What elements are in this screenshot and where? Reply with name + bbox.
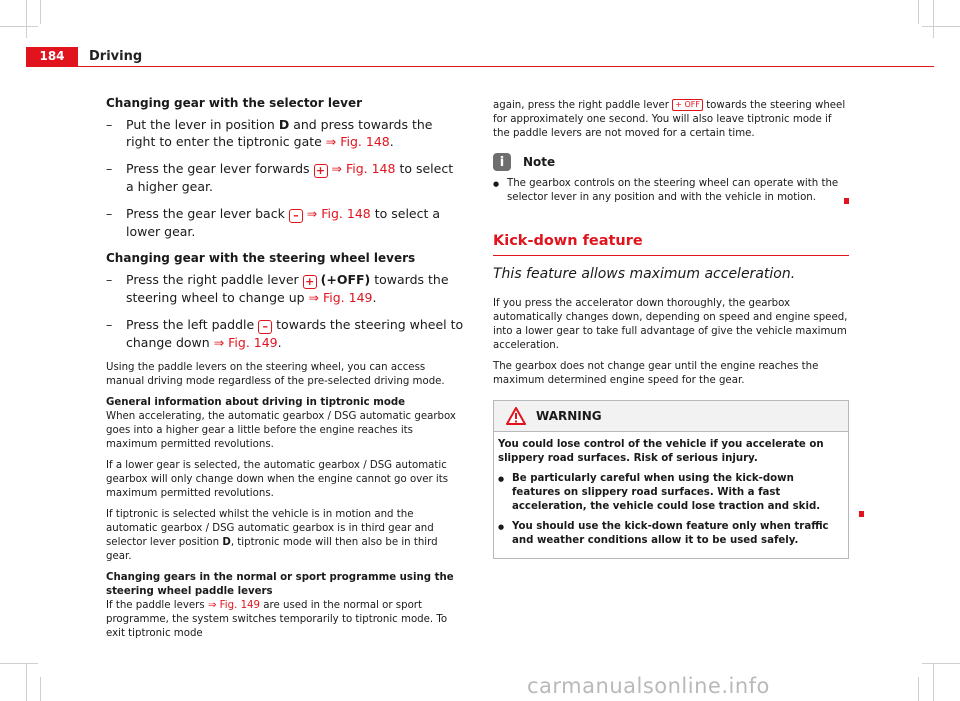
warning-header [494, 401, 848, 432]
crop-mark [26, 0, 27, 38]
lower-gear-paragraph: If a lower gear is selected, the automatic gearbox / DSG automatic gearbox will only change down when the engine cannot go over its maximum permitted revolutions. [106, 460, 449, 499]
wheel-heading: Changing gear with the steering wheel levers [106, 251, 416, 265]
crop-mark [918, 677, 919, 701]
normal-programme-label: Changing gears in the normal or sport programme using the steering wheel paddle levers [106, 572, 454, 597]
watermark: carmanualsonline.info [527, 674, 770, 698]
warning-title: WARNING [536, 409, 602, 423]
header-rule [26, 66, 934, 67]
section-end-icon [859, 511, 864, 517]
page-number: 184 [26, 47, 78, 66]
paddle-paragraph: Using the paddle levers on the steering wheel, you can access manual driving mode regardless of the pre-selected driving mode. [106, 362, 445, 387]
crop-mark [922, 26, 960, 27]
plus-icon: + [303, 275, 317, 289]
fig-ref-link[interactable]: ⇒ Fig. 148 [306, 206, 371, 221]
right-column [493, 99, 849, 559]
info-label: General information about driving in tiptronic mode [106, 397, 406, 408]
crop-mark [922, 663, 960, 664]
info-paragraph: When accelerating, the automatic gearbox / DSG automatic gearbox goes into a higher gear a little before the engine reaches its maximum permitted revolutions. [106, 411, 456, 450]
section-lead: This feature allows maximum acceleration. [493, 266, 796, 282]
selector-step-2: – Press the gear lever forwards + ⇒ Fig. 148 to select a higher gear. [106, 161, 454, 194]
normal-programme-paragraph: If the paddle levers ⇒ Fig. 149 are used in the normal or sport programme, the system switches temporarily to tiptronic mode. To exit tiptronic mode [106, 600, 448, 639]
note-item: ● The gearbox controls on the steering wheel can operate with the selector lever in any position and with the vehicle in motion. [493, 177, 849, 205]
crop-mark [933, 0, 934, 38]
section-title: Kick-down feature [493, 233, 643, 249]
bullet-icon: ● [498, 475, 505, 483]
warning-body [494, 432, 848, 558]
section-end-icon [844, 198, 849, 204]
step-dash: – [106, 272, 113, 287]
plus-icon: + [314, 164, 328, 178]
wheel-step-1: – Press the right paddle lever + (+OFF) towards the steering wheel to change up ⇒ Fig. 149. [106, 272, 449, 305]
warning-item: ● Be particularly careful when using the kick-down features on slippery road surfaces. With a fast acceleration, the vehicle could lose traction and skid. [498, 473, 821, 512]
crop-mark [40, 0, 41, 24]
chapter-title: Driving [89, 49, 143, 64]
warning-triangle-icon [506, 407, 526, 425]
left-column [106, 95, 464, 648]
crop-mark [0, 663, 38, 664]
continued-paragraph: again, press the right paddle lever + OFF towards the steering wheel for approximately one second. You will also leave tiptronic mode if the paddle levers are not moved for a certain time. [493, 100, 846, 139]
step-dash: – [106, 117, 113, 132]
fig-ref-link[interactable]: ⇒ Fig. 148 [331, 161, 396, 176]
warning-box [493, 400, 849, 559]
note-title: Note [523, 155, 556, 169]
fig-ref-link[interactable]: ⇒ Fig. 149 [207, 600, 261, 611]
crop-mark [933, 663, 934, 701]
section-rule [493, 255, 849, 256]
warning-item: ● You should use the kick-down feature only when traffic and weather conditions allow it to be used safely. [498, 521, 829, 546]
fig-ref-link[interactable]: ⇒ Fig. 148 [325, 134, 390, 149]
kickdown-paragraph-2: The gearbox does not change gear until the engine reaches the maximum determined engine speed for the gear. [493, 361, 819, 386]
step-dash: – [106, 161, 113, 176]
step-dash: – [106, 317, 113, 332]
step-dash: – [106, 206, 113, 221]
fig-ref-link[interactable]: ⇒ Fig. 149 [213, 335, 278, 350]
crop-mark [918, 0, 919, 24]
minus-icon: – [289, 209, 303, 223]
info-icon: i [493, 153, 511, 171]
bullet-icon: ● [498, 523, 505, 531]
selector-step-3: – Press the gear lever back – ⇒ Fig. 148 to select a lower gear. [106, 206, 441, 239]
bullet-icon: ● [493, 180, 500, 188]
kickdown-paragraph-1: If you press the accelerator down thoroughly, the gearbox automatically changes down, depending on speed and engine speed, into a lower gear to take full advantage of give the vehicle maximum acceleration. [493, 298, 848, 351]
warning-text: You could lose control of the vehicle if you accelerate on slippery road surfaces. Risk of serious injury. [498, 439, 824, 464]
crop-mark [40, 677, 41, 701]
note-header [493, 153, 849, 171]
selector-heading: Changing gear with the selector lever [106, 96, 363, 110]
third-gear-paragraph: If tiptronic is selected whilst the vehicle is in motion and the automatic gearbox / DSG automatic gearbox is in third gear and selector lever position D, tiptronic mode will then also be in third gear. [106, 509, 438, 562]
selector-step-1: – Put the lever in position D and press towards the right to enter the tiptronic gate ⇒ Fig. 148. [106, 117, 433, 149]
plus-off-key: + OFF [672, 99, 703, 111]
crop-mark [26, 663, 27, 701]
crop-mark [0, 26, 38, 27]
wheel-step-2: – Press the left paddle – towards the steering wheel to change down ⇒ Fig. 149. [106, 317, 464, 350]
fig-ref-link[interactable]: ⇒ Fig. 149 [308, 290, 373, 305]
minus-icon: – [258, 320, 272, 334]
